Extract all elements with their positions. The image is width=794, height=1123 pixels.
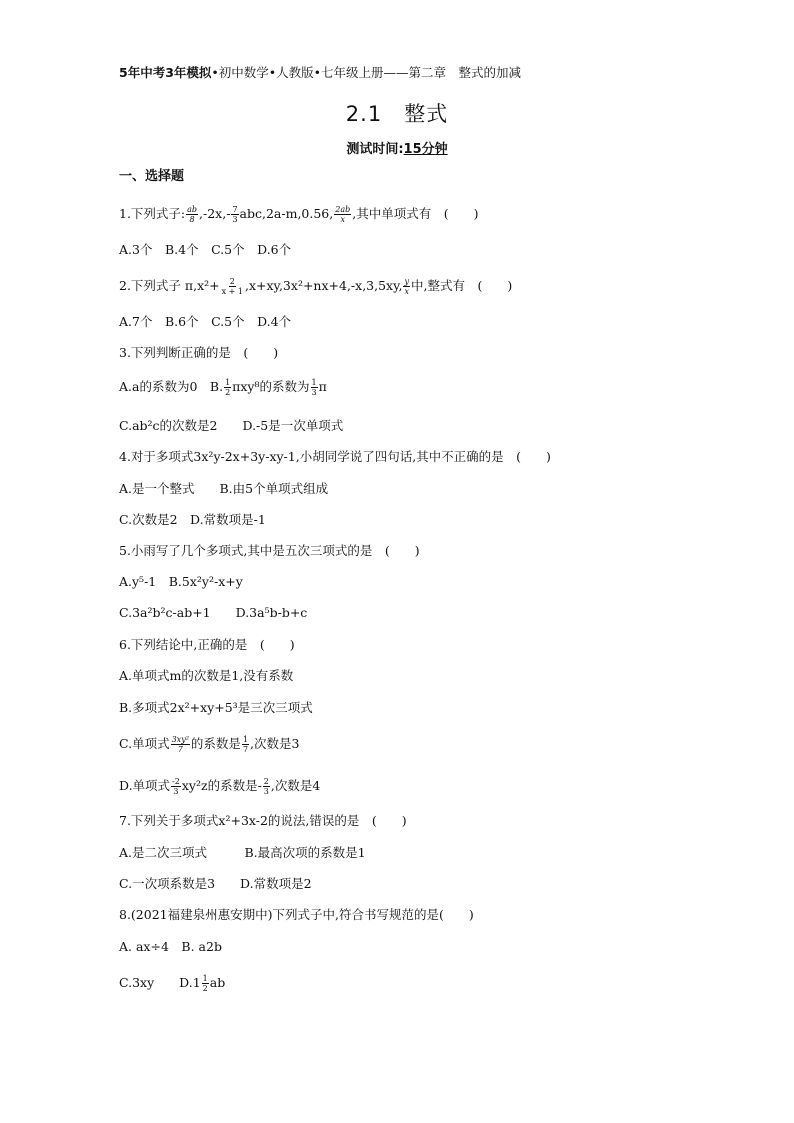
question-4: 4.对于多项式3x²y-2x+3y-xy-1,小胡同学说了四句话,其中不正确的是 ( ): [119, 449, 551, 464]
fraction: $\frac{2}{x + 1}$: [221, 277, 244, 296]
question-7-option-ab: A.是二次三项式 B.最高次项的系数是1: [119, 845, 366, 860]
question-8-option-cd: C.3xy D.1 $\frac{1}{2}$ ab: [119, 974, 226, 993]
question-5-option-cd: C.3a²b²c-ab+1 D.3a⁵b-b+c: [119, 605, 308, 620]
question-7-option-cd: C.一次项系数是3 D.常数项是2: [119, 876, 312, 891]
question-2: 2.下列式子 π,x²+ $\frac{2}{x + 1}$ ,x+xy,3x²+nx+4,-x,3,5xy, $\frac{y}{x}$ 中,整式有 ( ): [119, 277, 513, 296]
question-1-options: A.3个 B.4个 C.5个 D.6个: [119, 242, 292, 257]
question-6-option-b: B.多项式2x²+xy+5³是三次三项式: [119, 700, 313, 715]
fraction: $\frac{y}{x}$: [404, 277, 410, 296]
question-2-options: A.7个 B.6个 C.5个 D.4个: [119, 314, 292, 329]
question-3: 3.下列判断正确的是 ( ): [119, 345, 279, 360]
page-title: 2.1 整式: [345, 102, 449, 126]
question-5: 5.小雨写了几个多项式,其中是五次三项式的是 ( ): [119, 543, 420, 558]
section-heading: 一、选择题: [119, 169, 185, 184]
test-time: [0, 138, 794, 157]
fraction: $\frac{1}{3}$: [311, 378, 317, 397]
fraction: $\frac{1}{7}$: [242, 735, 249, 754]
question-6-option-d: D.单项式 $\frac{-2}{3}$ xy²z的系数是- $\frac{2}{3}$ ,次数是4: [119, 777, 321, 796]
question-6: 6.下列结论中,正确的是 ( ): [119, 637, 295, 652]
header-text: •初中数学•人教版•七年级上册——第二章 整式的加减: [211, 65, 522, 80]
question-6-option-c: C.单项式 $\frac{\text{3xy²}}{7}$ 的系数是 $\frac{1}{7}$ ,次数是3: [119, 735, 300, 754]
brand: 5年中考3年模拟: [119, 65, 212, 80]
question-3-option-ab: A.a的系数为0 B. $\frac{1}{2}$ πxy⁸的系数为 $\frac{1}{3}$ π: [119, 378, 327, 397]
fraction: $\frac{7}{3}$: [232, 205, 238, 224]
test-time-label: 测试时间:: [346, 142, 404, 157]
question-4-option-ab: A.是一个整式 B.由5个单项式组成: [119, 481, 329, 496]
question-6-option-a: A.单项式m的次数是1,没有系数: [119, 668, 294, 683]
question-4-option-cd: C.次数是2 D.常数项是-1: [119, 512, 266, 527]
fraction: $\frac{\text{3xy²}}{7}$: [171, 735, 189, 754]
question-5-option-ab: A.y⁵-1 B.5x²y²-x+y: [119, 574, 243, 589]
fraction: $\frac{ab}{8}$: [187, 205, 198, 224]
fraction: $\frac{2ab}{x}$: [335, 205, 351, 224]
question-8-option-ab: A. ax÷4 B. a2b: [119, 939, 222, 954]
fraction: $\frac{-2}{3}$: [172, 777, 180, 796]
fraction: $\frac{2}{3}$: [263, 777, 269, 796]
fraction: $\frac{1}{2}$: [202, 974, 208, 993]
question-1: 1.下列式子: $\frac{ab}{8}$ ,-2x,- $\frac{7}{3}$ abc,2a-m,0.56, $\frac{2ab}{x}$ ,其中单项式有 ( ): [119, 205, 479, 224]
test-time-value: 15分钟: [403, 142, 448, 157]
question-3-option-cd: C.ab²c的次数是2 D.-5是一次单项式: [119, 418, 344, 433]
question-7: 7.下列关于多项式x²+3x-2的说法,错误的是 ( ): [119, 813, 407, 828]
page-header: [119, 65, 521, 81]
fraction: $\frac{1}{2}$: [225, 378, 231, 397]
question-8: 8.(2021福建泉州惠安期中)下列式子中,符合书写规范的是( ): [119, 907, 474, 922]
